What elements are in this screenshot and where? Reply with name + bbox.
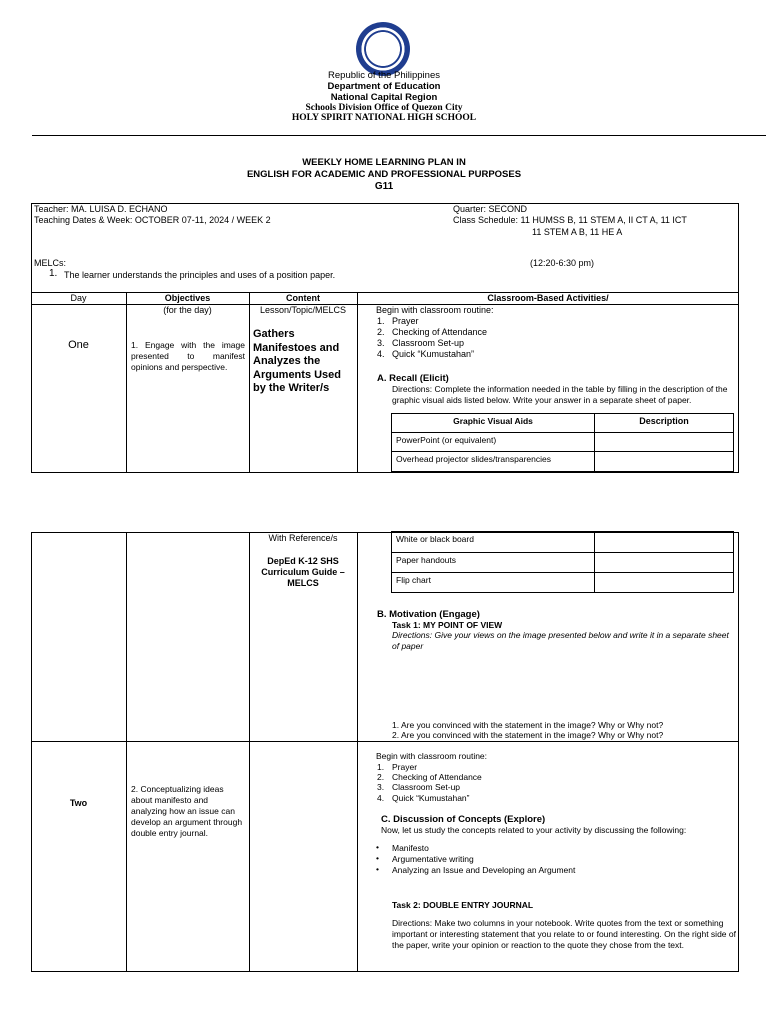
melcs-label: MELCs: [34, 258, 67, 268]
header-content: Content [286, 293, 320, 303]
teacher-name: Teacher: MA. LUISA D. ECHANO [34, 204, 168, 214]
routine-item: Prayer [392, 316, 419, 326]
aid-row: PowerPoint (or equivalent) [391, 432, 595, 452]
day-two-label: Two [69, 798, 88, 808]
day-two-objective: 2. Conceptualizing ideas about manifesto and analyzing how an issue can develop an argument through double entry journal. [131, 784, 243, 838]
discussion-intro: Now, let us study the concepts related to your activity by discussing the following: [381, 825, 687, 835]
aid-row: Flip chart [391, 572, 595, 593]
routine-item: Quick “Kumustahan” [392, 793, 470, 803]
motivation-title: B. Motivation (Engage) [377, 609, 480, 620]
aid-description-cell [594, 531, 734, 553]
task1-question-1: 1. Are you convinced with the statement in the image? Why or Why not? [392, 720, 664, 730]
aid-description-cell [594, 572, 734, 593]
table2-col1 [126, 532, 127, 972]
day-one-objective-sub: (for the day) [163, 305, 212, 315]
discussion-title: C. Discussion of Concepts (Explore) [381, 814, 546, 825]
routine-item: Checking of Attendance [392, 327, 488, 337]
class-time: (12:20-6:30 pm) [530, 258, 595, 268]
routine-num-3: 3. [377, 338, 385, 348]
header-divider [32, 135, 766, 136]
aid-description-cell [594, 552, 734, 573]
routine-item: Classroom Set-up [392, 338, 465, 348]
table1-col1 [126, 292, 127, 473]
routine-num-1: 1. [377, 762, 385, 772]
quarter: Quarter: SECOND [453, 204, 528, 214]
class-schedule: Class Schedule: 11 HUMSS B, 11 STEM A, II CT A, 11 ICT [453, 215, 687, 225]
content-reference: With Reference/s [268, 533, 338, 543]
plan-title-line2: ENGLISH FOR ACADEMIC AND PROFESSIONAL PURPOSES [246, 169, 522, 180]
routine-num-4: 4. [377, 793, 385, 803]
day-one-content-sub: Lesson/Topic/MELCS [259, 305, 347, 315]
aid-description-cell [594, 432, 734, 452]
melc-number: 1. [49, 268, 58, 279]
routine-item: Quick “Kumustahan” [392, 349, 475, 359]
header-objectives: Objectives [164, 293, 211, 303]
day-one-routine-intro: Begin with classroom routine: [376, 305, 494, 315]
bullet-dot: • [376, 864, 379, 874]
bullet-dot: • [376, 853, 379, 863]
routine-num-2: 2. [377, 772, 385, 782]
table1-col2 [249, 292, 250, 473]
discussion-bullet: Analyzing an Issue and Developing an Argument [392, 865, 576, 875]
header-republic: Republic of the Philippines [328, 70, 440, 81]
bullet-dot: • [376, 842, 379, 852]
routine-item: Prayer [392, 762, 418, 772]
plan-title-line1: WEEKLY HOME LEARNING PLAN IN [302, 157, 466, 168]
discussion-bullet: Manifesto [392, 843, 429, 853]
task1-directions: Directions: Give your views on the image presented below and write it in a separate sheet of paper [392, 630, 729, 651]
task2-directions: Directions: Make two columns in your notebook. Write quotes from the text or something important or interesting statement that you relate to or found interesting. On the right side of the paper, write your opinion or reaction to the quote they chose from the text. [392, 918, 736, 950]
header-day: Day [70, 293, 87, 303]
day-one-topic: Gathers Manifestoes and Analyzes the Arguments Used by the Writer/s [253, 328, 342, 394]
recall-directions: Directions: Complete the information needed in the table by filling in the description of the graphic visual aids listed below. Write your answer in a separate sheet of paper. [392, 384, 728, 405]
routine-num-1: 1. [377, 316, 385, 326]
routine-item: Checking of Attendance [392, 772, 482, 782]
header-division: Schools Division Office of Quezon City [305, 103, 463, 113]
class-schedule-cont: 11 STEM A B, 11 HE A [532, 227, 623, 237]
recall-title: A. Recall (Elicit) [377, 373, 449, 384]
content-guide: DepEd K-12 SHS Curriculum Guide – MELCS [261, 556, 345, 588]
day-one-label: One [68, 339, 89, 351]
routine-num-2: 2. [377, 327, 385, 337]
table2-row-divider [31, 741, 739, 742]
deped-seal [356, 22, 410, 76]
aids-header-visual: Graphic Visual Aids [391, 413, 595, 433]
aids-header-description: Description [594, 413, 734, 433]
aid-description-cell [594, 451, 734, 472]
header-school: HOLY SPIRIT NATIONAL HIGH SCHOOL [291, 113, 477, 123]
header-department: Department of Education [327, 81, 441, 92]
table1-col3 [357, 292, 358, 473]
melc-text: The learner understands the principles and uses of a position paper. [64, 270, 336, 280]
header-region: National Capital Region [330, 92, 438, 103]
routine-num-3: 3. [377, 782, 385, 792]
aid-row: Overhead projector slides/transparencies [391, 451, 595, 472]
aid-row: Paper handouts [391, 552, 595, 573]
routine-num-4: 4. [377, 349, 385, 359]
task1-title: Task 1: MY POINT OF VIEW [392, 620, 503, 630]
day-two-routine-intro: Begin with classroom routine: [376, 751, 488, 761]
plan-title-grade: G11 [374, 181, 394, 192]
task1-question-2: 2. Are you convinced with the statement in the image? Why or Why not? [392, 730, 664, 740]
teaching-dates: Teaching Dates & Week: OCTOBER 07-11, 2024 / WEEK 2 [34, 215, 271, 225]
table2-col3 [357, 532, 358, 972]
routine-item: Classroom Set-up [392, 782, 461, 792]
header-activities: Classroom-Based Activities/ [487, 293, 609, 303]
day-one-objective: 1. Engage with the image presented to manifest opinions and perspective. [131, 340, 245, 372]
table2-col2 [249, 532, 250, 972]
discussion-bullet: Argumentative writing [392, 854, 474, 864]
aid-row: White or black board [391, 531, 595, 553]
task2-title: Task 2: DOUBLE ENTRY JOURNAL [392, 900, 534, 910]
